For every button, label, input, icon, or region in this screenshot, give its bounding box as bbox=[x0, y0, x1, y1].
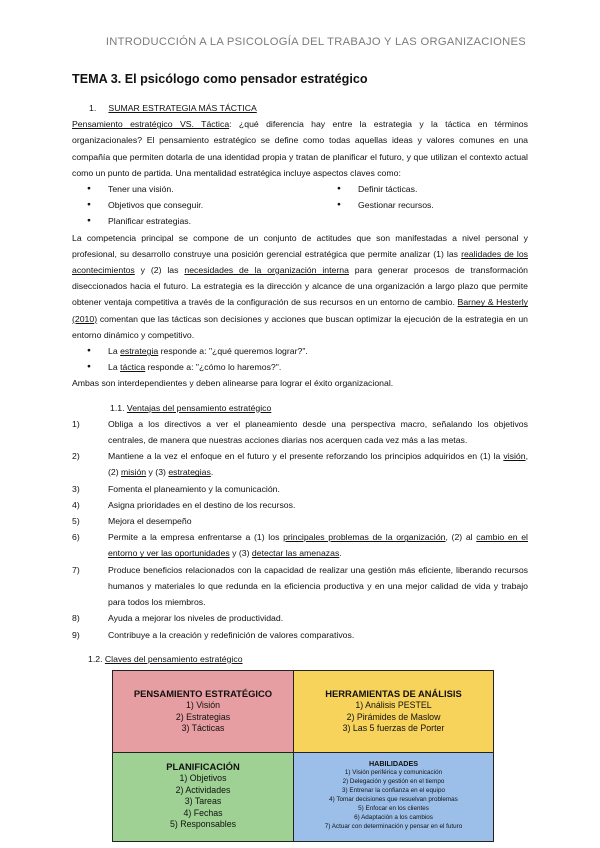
paragraph-competence bbox=[72, 230, 528, 343]
strategic-keys-diagram bbox=[112, 670, 494, 842]
quadrant-item: 2) Actividades bbox=[175, 784, 231, 795]
underlined-term: detectar las amenazas bbox=[251, 548, 340, 559]
list-item bbox=[72, 627, 528, 643]
underlined-term: visión bbox=[503, 451, 526, 462]
subsection-heading-claves bbox=[88, 651, 528, 667]
advantages-list bbox=[72, 416, 528, 643]
list-item bbox=[72, 562, 528, 611]
quadrant-title: HABILIDADES bbox=[368, 759, 419, 768]
list-item bbox=[72, 481, 528, 497]
bullet-item: ● Objetivos que conseguir. bbox=[72, 197, 322, 213]
list-number: 5) bbox=[72, 516, 80, 527]
text-run: y (2) las bbox=[134, 265, 185, 276]
underlined-term: necesidades de la organización interna bbox=[184, 265, 349, 276]
bullet-item bbox=[72, 359, 528, 375]
quadrant-item: 3) Tácticas bbox=[181, 723, 225, 733]
quadrant-item: 4) Fechas bbox=[183, 807, 223, 818]
list-item bbox=[72, 529, 528, 561]
list-item bbox=[72, 610, 528, 626]
quadrant-pensamiento bbox=[113, 671, 294, 753]
quadrant-items bbox=[113, 773, 293, 831]
bullet-item: ● Definir tácticas. bbox=[322, 181, 434, 197]
quadrant-title: PENSAMIENTO ESTRATÉGICO bbox=[133, 688, 273, 699]
list-text: Fomenta el planeamiento y la comunicación. bbox=[108, 483, 280, 494]
text-run: La bbox=[108, 362, 121, 373]
text-run: y (3) bbox=[146, 467, 169, 478]
list-text: Asigna prioridades en el destino de los recursos. bbox=[108, 499, 296, 510]
quadrant-item: 5) Responsables bbox=[169, 819, 236, 829]
subsection-title: Claves del pensamiento estratégico bbox=[104, 653, 243, 664]
list-number: 4) bbox=[72, 499, 80, 510]
paragraph-conclusion: Ambas son interdependientes y deben alinearse para lograr el éxito organizacional. bbox=[72, 378, 394, 389]
list-item bbox=[72, 497, 528, 513]
quadrant-habilidades bbox=[294, 753, 493, 841]
quadrant-item: 4) Tomar decisiones que resuelvan problemas bbox=[329, 796, 458, 803]
list-item bbox=[72, 416, 528, 448]
text-run: Permite a la empresa enfrentarse a (1) los bbox=[108, 532, 284, 543]
bullet-item: ● Planificar estrategias. bbox=[72, 213, 322, 229]
quadrant-item: 6) Adaptación a los cambios bbox=[354, 814, 433, 821]
quadrant-item: 1) Visión periférica y comunicación bbox=[344, 769, 443, 776]
quadrant-title: HERRAMIENTAS DE ANÁLISIS bbox=[325, 688, 462, 699]
bullet-column-left bbox=[72, 181, 322, 230]
text-run: responde a: "¿qué queremos lograr?". bbox=[158, 346, 308, 357]
list-number: 7) bbox=[72, 564, 80, 575]
paragraph-intro bbox=[72, 116, 528, 181]
quadrant-item: 3) Entrenar la confianza en el equipo bbox=[342, 787, 445, 794]
list-text: Ayuda a mejorar los niveles de productividad. bbox=[108, 613, 284, 624]
underlined-term: misión bbox=[121, 467, 147, 478]
section-title: SUMAR ESTRATEGIA MÁS TÁCTICA bbox=[108, 103, 257, 113]
quadrant-items bbox=[294, 700, 493, 735]
quadrant-item: 3) Las 5 fuerzas de Porter bbox=[342, 723, 445, 733]
text-run: . bbox=[339, 548, 342, 559]
quadrant-item: 2) Pirámides de Maslow bbox=[346, 711, 441, 722]
quadrant-item: 7) Actuar con determinación y pensar en el futuro bbox=[324, 823, 463, 830]
underlined-term: estrategia bbox=[120, 346, 159, 357]
list-number: 6) bbox=[72, 532, 80, 543]
underlined-term: estrategias bbox=[168, 467, 211, 478]
text-run: . bbox=[210, 467, 214, 478]
bullet-item bbox=[72, 343, 528, 359]
list-number: 9) bbox=[72, 629, 80, 640]
paragraph-lead: Pensamiento estratégico VS. Táctica bbox=[72, 119, 230, 130]
list-item bbox=[72, 448, 528, 480]
text-run: La bbox=[108, 346, 121, 357]
document-body bbox=[72, 100, 528, 667]
quadrant-item: 2) Delegación y gestión en el tiempo bbox=[342, 778, 445, 785]
bullet-item: ● Gestionar recursos. bbox=[322, 197, 434, 213]
page-header: INTRODUCCIÓN A LA PSICOLOGÍA DEL TRABAJO Y LAS ORGANIZACIONES bbox=[105, 36, 526, 48]
list-text: Produce beneficios relacionados con la capacidad de realizar una gestión más eficiente, liberando recursos humanos y materiales lo que redunda en la eficiencia productiva y en una mejor calidad de vida y trabajo para todos los miembros. bbox=[108, 564, 528, 608]
underlined-term: realidades de los acontecimientos bbox=[72, 248, 529, 276]
text-run: y (3) bbox=[229, 548, 252, 559]
quadrant-items bbox=[294, 768, 493, 831]
quadrant-planificacion bbox=[113, 753, 294, 841]
subsection-number: 1.2. bbox=[88, 653, 105, 664]
citation: Barney & Hesterly (2010) bbox=[72, 297, 528, 324]
subsection-heading-ventajas bbox=[110, 400, 528, 416]
text-run: , (2) al bbox=[445, 532, 477, 543]
list-number: 8) bbox=[72, 613, 80, 624]
underlined-term: principales problemas de la organización bbox=[283, 532, 446, 543]
bullet-item: ● Tener una visión. bbox=[72, 181, 322, 197]
text-run: Mantiene a la vez el enfoque en el futuro y el presente reforzando los principios adquiridos en (1) la bbox=[108, 451, 504, 462]
text-run: responde a: "¿cómo lo haremos?". bbox=[145, 362, 282, 373]
paragraph-text: : ¿qué diferencia hay entre la estrategia y la táctica en términos organizacionales? El pensamiento estratégico se define como todas aquellas ideas y valores comunes en una compañía que permiten dotarla de una identidad propia y tratan de planificar el futuro, y que utilizan el contexto actual como un punto de partida. Una mentalidad estratégica incluye aspectos claves como: bbox=[72, 119, 528, 178]
list-text: Obliga a los directivos a ver el planeamiento desde una perspectiva macro, señalando los objetivos centrales, de manera que nuestras acciones diarias nos acerquen cada vez más a las metas. bbox=[108, 418, 528, 446]
list-text: Contribuye a la creación y redefinición de valores comparativos. bbox=[108, 629, 355, 640]
subsection-title: Ventajas del pensamiento estratégico bbox=[126, 402, 272, 413]
aspects-bullet-list bbox=[72, 181, 528, 230]
text-run: para generar procesos de transformación diseccionados hacia el futuro. La estrategia es la dirección y alcance de una organización a largo plazo que permite obtener ventaja competitiva a través de la configuración de sus recursos en un entorno de cambio. bbox=[72, 265, 528, 308]
list-number: 1) bbox=[72, 418, 80, 429]
text-run: comentan que las tácticas son decisiones y acciones que buscan optimizar la ejecución de la estrategia en un entorno dinámico y competitivo. bbox=[72, 313, 528, 340]
text-run: , (2) bbox=[108, 451, 528, 478]
section-heading bbox=[89, 100, 528, 116]
quadrant-herramientas bbox=[294, 671, 493, 753]
quadrant-title: PLANIFICACIÓN bbox=[166, 761, 240, 772]
quadrant-item: 3) Tareas bbox=[184, 796, 222, 806]
bullet-column-right bbox=[322, 181, 434, 230]
subsection-number: 1.1. bbox=[110, 402, 127, 413]
quadrant-items bbox=[113, 700, 293, 735]
list-number: 3) bbox=[72, 483, 80, 494]
quadrant-item: 2) Estrategias bbox=[175, 711, 231, 722]
definition-bullet-list bbox=[72, 343, 528, 375]
underlined-term: táctica bbox=[120, 362, 146, 373]
list-number: 2) bbox=[72, 451, 80, 462]
section-number: 1. bbox=[89, 103, 97, 113]
quadrant-item: 1) Análisis PESTEL bbox=[355, 700, 432, 710]
underlined-term: cambio en el entorno y ver las oportunidades bbox=[108, 532, 528, 559]
list-text: Mejora el desempeño bbox=[108, 516, 192, 527]
quadrant-item: 1) Visión bbox=[185, 700, 221, 710]
page-title: TEMA 3. El psicólogo como pensador estratégico bbox=[72, 72, 368, 86]
quadrant-item: 5) Enfocar en los clientes bbox=[358, 805, 429, 812]
quadrant-item: 1) Objetivos bbox=[179, 773, 227, 783]
list-item bbox=[72, 513, 528, 529]
text-run: La competencia principal se compone de un conjunto de actitudes que son manifestadas a nivel personal y profesional, su desarrollo construye una posición gerencial estratégica que permite analizar (1) las bbox=[72, 232, 528, 259]
